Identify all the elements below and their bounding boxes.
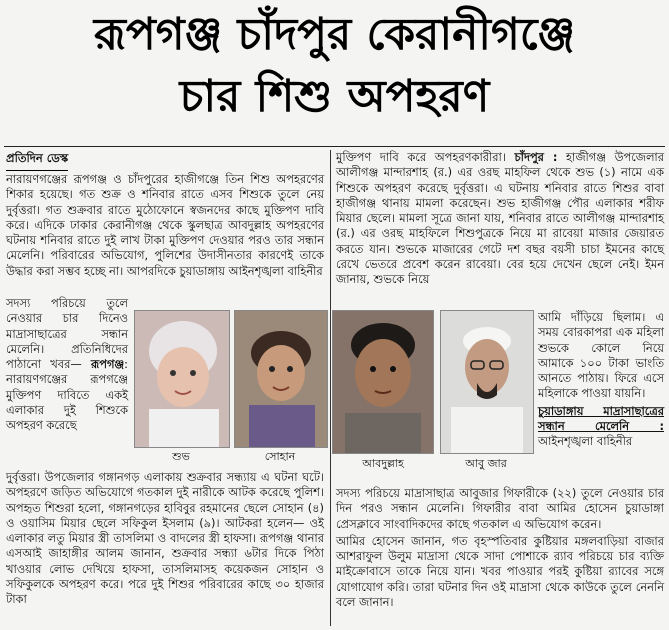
headline-line-1: রূপগঞ্জ চাঁদপুর কেরানীগঞ্জে: [93, 9, 576, 60]
photo-sohan: [234, 310, 328, 448]
right-bottom-paragraph: সদস্য পরিচয়ে মাদ্রাসাছাত্র আবুজার গিফারীকে (২২) তুলে নেওয়ার চার দিন পরও সন্ধান মেলেনি। গিফারীর বাবা আমির হোসেন চুয়াডাঙ্গা প্রেসক্লাবে সাংবাদিকদের কাছে গতকাল এ অভিযোগ করেন।: [336, 486, 664, 531]
caption-shuvo: শুভ: [172, 450, 190, 463]
caption-abdullah: আবদুল্লাহ: [362, 457, 404, 470]
right-column-narrow: [538, 310, 664, 452]
headline-line-2: চার শিশু অপহরণ: [179, 71, 490, 122]
child-photo-icon: [235, 311, 327, 447]
child-photo-icon: [135, 311, 229, 447]
right-column-top: [336, 150, 664, 290]
column-divider: [330, 150, 331, 626]
photo-abdullah: [332, 310, 434, 454]
right-top-paragraph: [336, 150, 664, 288]
left-column-top: [6, 172, 324, 281]
headline-rule: [4, 146, 665, 147]
boy-photo-icon: [333, 311, 433, 453]
right-top-text-b: হাজীগঞ্জ উপজেলার আলীগঞ্জ মান্দারশাহ (র.) এর ওরছ মাহফিল থেকে শুভ (১) নামে এক শিশুকে অপহরণ করেছে দুর্বৃত্তরা। এ ঘটনায় শনিবার রাতে শিশুর বাবা হাজীগঞ্জ থানায় মামলা করেছেন। শুভ হাজীগঞ্জ পৌর এলাকার শরীফ মিয়ার ছেলে। মামলা সূত্রে জানা যায়, শনিবার রাতে আলীগঞ্জ মান্দারশাহ (র.) এর ওরছ মাহফিলে শিশুপুত্রকে নিয়ে মা রাবেয়া মাজার জেয়ারত করতে যান। শুভকে মাজারের গেটে দশ বছর বয়সী চাচা ইমনের কাছে রেখে ভেতরে প্রবেশ করেন রাবেয়া। বের হয়ে দেখেন ছেলে নেই। ইমন জানায়, শুভকে নিয়ে: [336, 150, 665, 287]
right-bottom-paragraph-2: আমির হোসেন জানান, গত বৃহস্পতিবার কুষ্টিয়ার মঙ্গলবাড়িয়া বাজার আশরাফুল উলুম মাদ্রাসা থেকে সাদা পোশাকে র‌্যাব পরিচয়ে চার ব্যক্তি মাইক্রোবাসে তাকে নিয়ে যান। খবর পাওয়ার পরই কুষ্টিয়া র‌্যাবের সঙ্গে যোগাযোগ করি। তারা ঘটনার দিন ওই মাদ্রাসা থেকে কাউকে তুলে নেননি বলে জানান।: [336, 533, 664, 610]
left-narrow-bold: রূপগঞ্জ: [90, 357, 125, 372]
left-bottom-paragraph: দুর্বৃত্তরা। উপজেলার গঙ্গানগড় এলাকায় শুক্রবার সন্ধ্যায় এ ঘটনা ঘটে। অপহরণে জড়িত অভিযোগে গতকাল দুই নারীকে আটক করেছে পুলিশ। অপহৃত শিশুরা হলো, গঙ্গানগড়ের হাবিবুর রহমানের ছেলে সোহান (৪) ও ওয়াসিম মিয়ার ছেলে সফিকুল ইসলাম (৯)। আটকরা হলেন— ওই এলাকার লতু মিয়ার স্ত্রী তাসলিমা ও বাদলের স্ত্রী হাফসা। রূপগঞ্জ থানার এসআই জাহাঙ্গীর আলম জানান, শুক্রবার সন্ধ্যা ৬টার দিকে পিঠা খাওয়ার লোভ দেখিয়ে হাফসা, তাসলিমাসহ কয়েকজন সোহান ও সফিকুলকে অপহরণ করে। পরে দুই শিশুর পরিবারের কাছে ৩০ হাজার টাকা: [6, 470, 324, 607]
right-subhead-paragraph: [538, 404, 664, 450]
left-column-narrow: [6, 296, 128, 436]
right-subhead: চুয়াডাঙ্গায় মাদ্রাসাছাত্রের সন্ধান মেলেনি :: [538, 403, 664, 434]
left-top-paragraph: নারায়ণগঞ্জের রূপগঞ্জ ও চাঁদপুরের হাজীগঞ্জে তিন শিশু অপহরণের শিকার হয়েছে। গত শুক্র ও শনিবার রাতে এসব শিশুকে তুলে নেয় দুর্বৃত্তরা। গত শুক্রবার রাতে মুঠোফোনে স্বজনদের কাছে মুক্তিপণ দাবি করে। এদিকে ঢাকার কেরানীগঞ্জ থেকে স্কুলছাত্র আবদুল্লাহ অপহরণের ঘটনায় শনিবার রাতে দুই লাখ টাকা মুক্তিপণ দেওয়ার পরও তার সন্ধান মেলেনি। পরিবারের অভিযোগ, পুলিশের উদাসীনতার কারণেই তাকে উদ্ধার করা সম্ভব হচ্ছে না। আপরদিকে চুয়াডাঙ্গায় আইনশৃঙ্খলা বাহিনীর: [6, 172, 324, 278]
left-narrow-text: সদস্য পরিচয়ে তুলে নেওয়ার চার দিনেও মাদ্রাসাছাত্রের সন্ধান মেলেনি। প্রতিনিধিদের পাঠানো খবর—: [6, 296, 128, 372]
young-man-photo-icon: [441, 311, 533, 453]
left-narrow-paragraph: [6, 296, 128, 434]
headline: [0, 4, 669, 128]
right-narrow-paragraph: আমি দাঁড়িয়ে ছিলাম। এ সময় বোরকাপরা এক মহিলা শুভকে কোলে নিয়ে আমাকে ১০০ টাকা ভাংতি আনতে পাঠায়। ফিরে এসে মহিলাকে পাওয়া যায়নি।: [538, 310, 664, 401]
right-sub-text: আইনশৃঙ্খলা বাহিনীর: [538, 434, 633, 449]
photo-abu-zar: [440, 310, 534, 454]
caption-sohan: সোহান: [264, 450, 296, 463]
photo-shuvo: [134, 310, 230, 448]
caption-abu-zar: আবু জার: [465, 457, 507, 470]
desk-credit: প্রতিদিন ডেস্ক: [6, 150, 68, 171]
right-column-bottom: [336, 486, 664, 612]
right-top-bold: চাঁদপুর :: [514, 150, 558, 164]
left-narrow-text-2: : নারায়ণগঞ্জের রূপগঞ্জে মুক্তিপণ দাবিতে একই এলাকার দুই শিশুকে অপহরণ করেছে: [6, 357, 128, 433]
right-top-text-a: মুক্তিপণ দাবি করে অপহরণকারীরা।: [336, 150, 506, 164]
left-column-bottom: [6, 470, 324, 610]
